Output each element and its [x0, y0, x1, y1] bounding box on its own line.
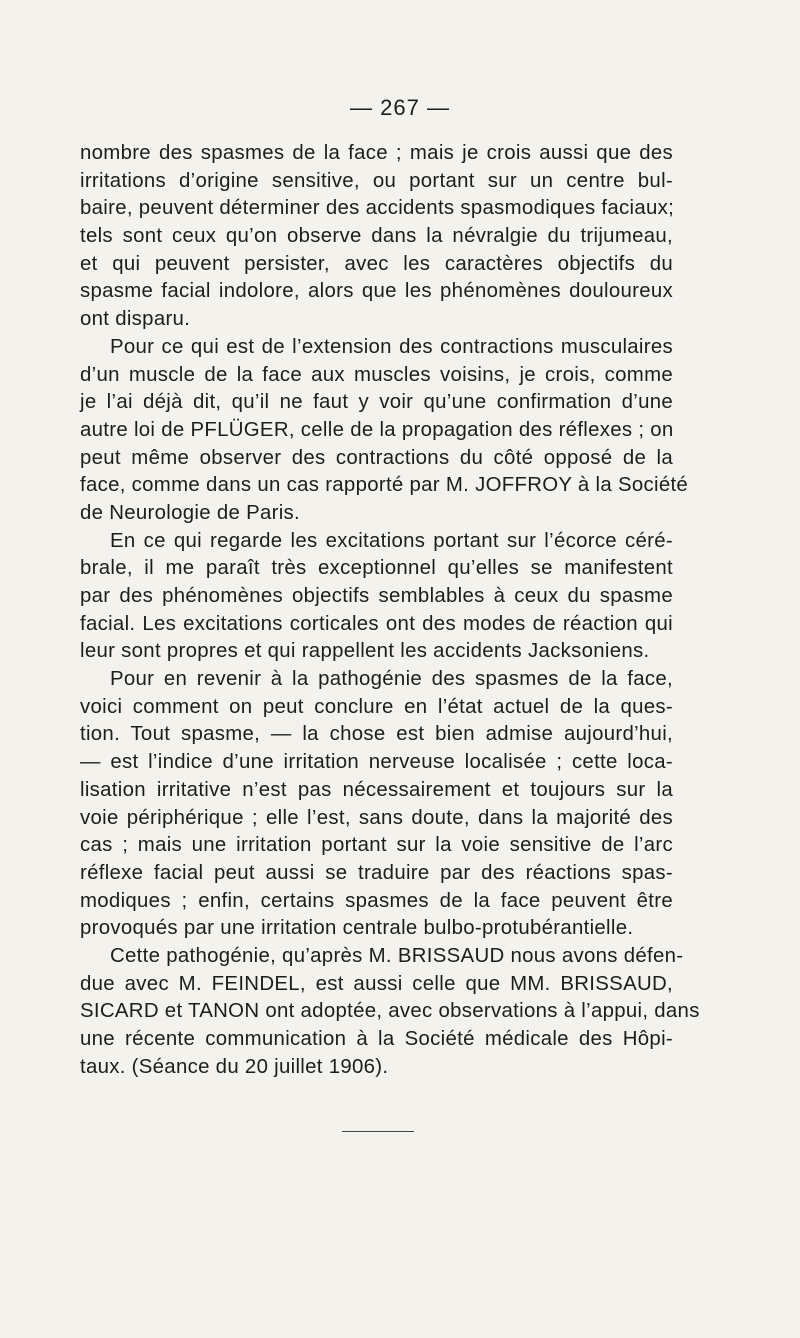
text-line: baire, peuvent déterminer des accidents spasmodiques faciaux;: [80, 197, 675, 220]
text-line: cas ; mais une irritation portant sur la voie sensitive de l’arc: [80, 834, 673, 857]
text-line: peut même observer des contractions du côté opposé de la: [80, 446, 673, 469]
text-line: tels sont ceux qu’on observe dans la névralgie du trijumeau,: [80, 225, 673, 248]
text-line: voie périphérique ; elle l’est, sans doute, dans la majorité des: [80, 806, 673, 829]
text-line: d’un muscle de la face aux muscles voisins, je crois, comme: [80, 363, 673, 386]
text-line: tion. Tout spasme, — la chose est bien admise aujourd’hui,: [80, 723, 673, 746]
text-line: taux. (Séance du 20 juillet 1906).: [80, 1055, 389, 1078]
text-line: face, comme dans un cas rapporté par M. JOFFROY à la Société: [80, 474, 689, 497]
text-line: réflexe facial peut aussi se traduire par des réactions spas-: [80, 861, 673, 884]
text-line: voici comment on peut conclure en l’état actuel de la ques-: [80, 695, 673, 718]
text-line: par des phénomènes objectifs semblables à ceux du spasme: [80, 585, 673, 607]
text-line: et qui peuvent persister, avec les caractères objectifs du: [80, 252, 673, 275]
text-line: spasme facial indolore, alors que les phénomènes douloureux: [80, 280, 673, 303]
text-line: nombre des spasmes de la face ; mais je crois aussi que des: [80, 142, 673, 164]
text-line: — est l’indice d’une irritation nerveuse localisée ; cette loca-: [80, 751, 673, 774]
text-line: ont disparu.: [80, 308, 191, 331]
text-line: autre loi de PFLÜGER, celle de la propagation des réflexes ; on: [80, 418, 674, 441]
text-line: due avec M. FEINDEL, est aussi celle que MM. BRISSAUD,: [80, 972, 673, 995]
text-line: brale, il me paraît très exceptionnel qu’elles se manifestent: [80, 557, 673, 580]
body-text: [80, 140, 700, 1081]
text-line: SICARD et TANON ont adoptée, avec observations à l’appui, dans: [80, 1000, 700, 1023]
text-line: modiques ; enfin, certains spasmes de la face peuvent être: [80, 889, 673, 912]
text-line: facial. Les excitations corticales ont des modes de réaction qui: [80, 612, 673, 635]
text-line: je l’ai déjà dit, qu’il ne faut y voir qu’une confirmation d’une: [80, 391, 673, 414]
page-number: — 267 —: [350, 95, 450, 120]
text-line: une récente communication à la Société médicale des Hôpi-: [80, 1028, 673, 1050]
text-line: Pour ce qui est de l’extension des contractions musculaires: [110, 335, 673, 358]
end-rule: [342, 1131, 414, 1132]
text-line: provoqués par une irritation centrale bulbo-protubérantielle.: [80, 917, 634, 940]
text-line: Cette pathogénie, qu’après M. BRISSAUD nous avons défen-: [110, 944, 684, 967]
text-line: irritations d’origine sensitive, ou portant sur un centre bul-: [80, 169, 673, 192]
text-line: leur sont propres et qui rappellent les accidents Jacksoniens.: [80, 640, 650, 663]
text-line: lisation irritative n’est pas nécessairement et toujours sur la: [80, 778, 673, 801]
text-line: de Neurologie de Paris.: [80, 501, 300, 524]
text-line: En ce qui regarde les excitations portant sur l’écorce céré-: [110, 529, 673, 552]
text-line: Pour en revenir à la pathogénie des spasmes de la face,: [110, 668, 673, 691]
